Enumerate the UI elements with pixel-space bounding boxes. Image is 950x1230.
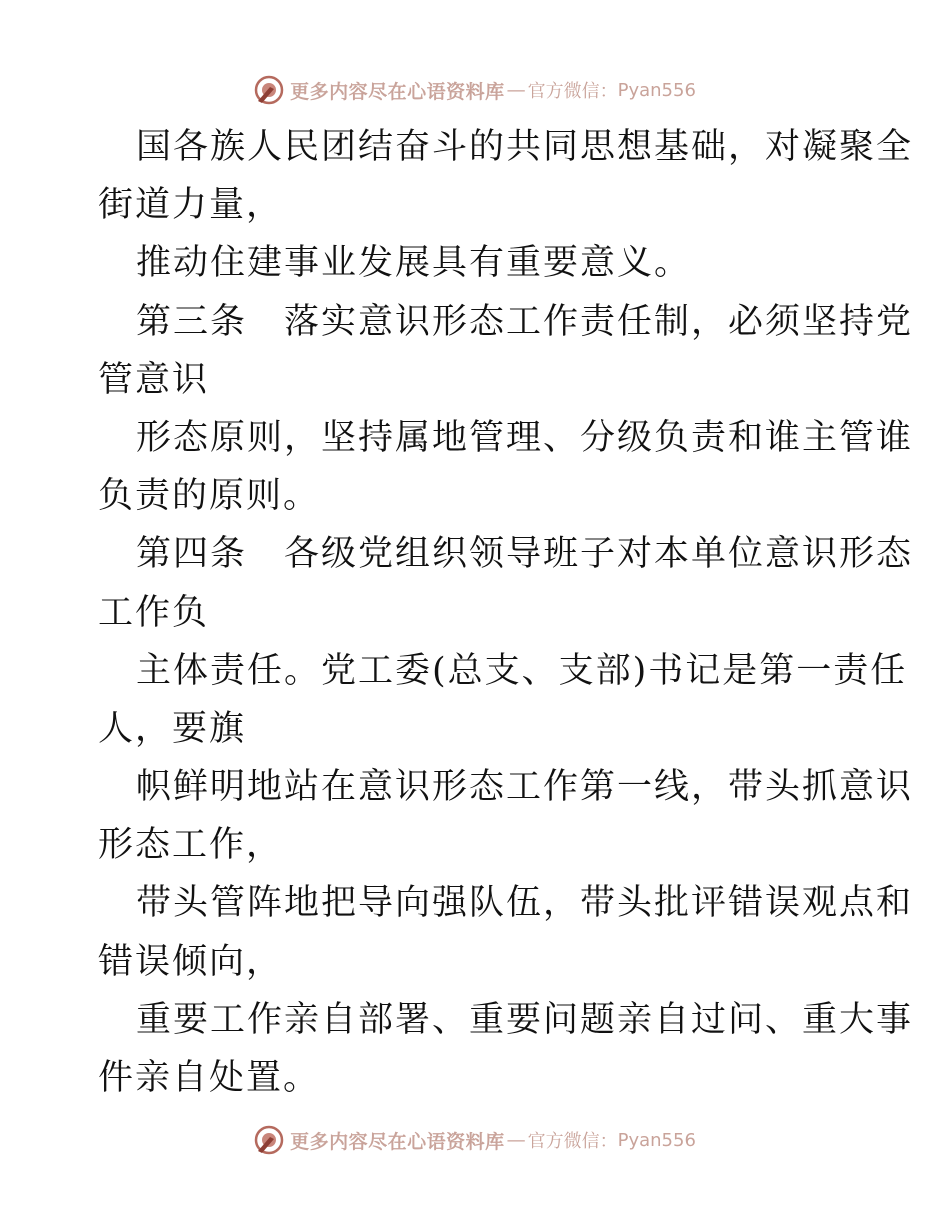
text-line: 国各族人民团结奋斗的共同思想基础，对凝聚全: [136, 127, 914, 167]
text-line: 推动住建事业发展具有重要意义。: [136, 243, 692, 284]
watermark-site-text: 更多内容尽在心语资料库: [290, 1130, 505, 1153]
watermark-separator: —: [506, 1129, 526, 1151]
text-line: 帜鲜明地站在意识形态工作第一线，带头抓意识: [136, 767, 914, 808]
document-body: [98, 118, 914, 1107]
watermark-wechat-label: 官方微信：: [527, 1131, 618, 1152]
text-line: 管意识: [98, 359, 210, 400]
watermark-separator: —: [506, 79, 526, 101]
text-line: 重要工作亲自部署、重要问题亲自过问、重大事: [136, 999, 914, 1040]
watermark-site-text: 更多内容尽在心语资料库: [290, 80, 505, 103]
text-line: 工作负: [98, 592, 210, 633]
text-line: 负责的原则。: [98, 476, 321, 517]
text-line: 形态工作，: [98, 825, 284, 866]
footer-watermark: [0, 1120, 950, 1160]
watermark-wechat-id: Pyan556: [617, 79, 696, 101]
watermark-wechat-label: 官方微信：: [527, 81, 618, 102]
text-line: 主体责任。党工委(总支、支部)书记是第一责任: [136, 650, 908, 691]
pen-logo-icon: [254, 1125, 284, 1155]
text-line: 第四条 各级党组织领导班子对本单位意识形态: [136, 534, 914, 575]
text-line: 件亲自处置。: [98, 1058, 321, 1098]
text-line: 第三条 落实意识形态工作责任制，必须坚持党: [136, 301, 914, 342]
watermark-wechat-id: Pyan556: [617, 1129, 696, 1151]
text-line: 形态原则，坚持属地管理、分级负责和谁主管谁: [136, 417, 914, 458]
header-watermark: [0, 70, 950, 110]
text-line: 错误倾向，: [98, 941, 284, 982]
pen-logo-icon: [254, 75, 284, 105]
text-line: 人，要旗: [98, 708, 247, 749]
text-line: 带头管阵地把导向强队伍，带头批评错误观点和: [136, 883, 914, 924]
text-line: 街道力量，: [98, 185, 284, 226]
